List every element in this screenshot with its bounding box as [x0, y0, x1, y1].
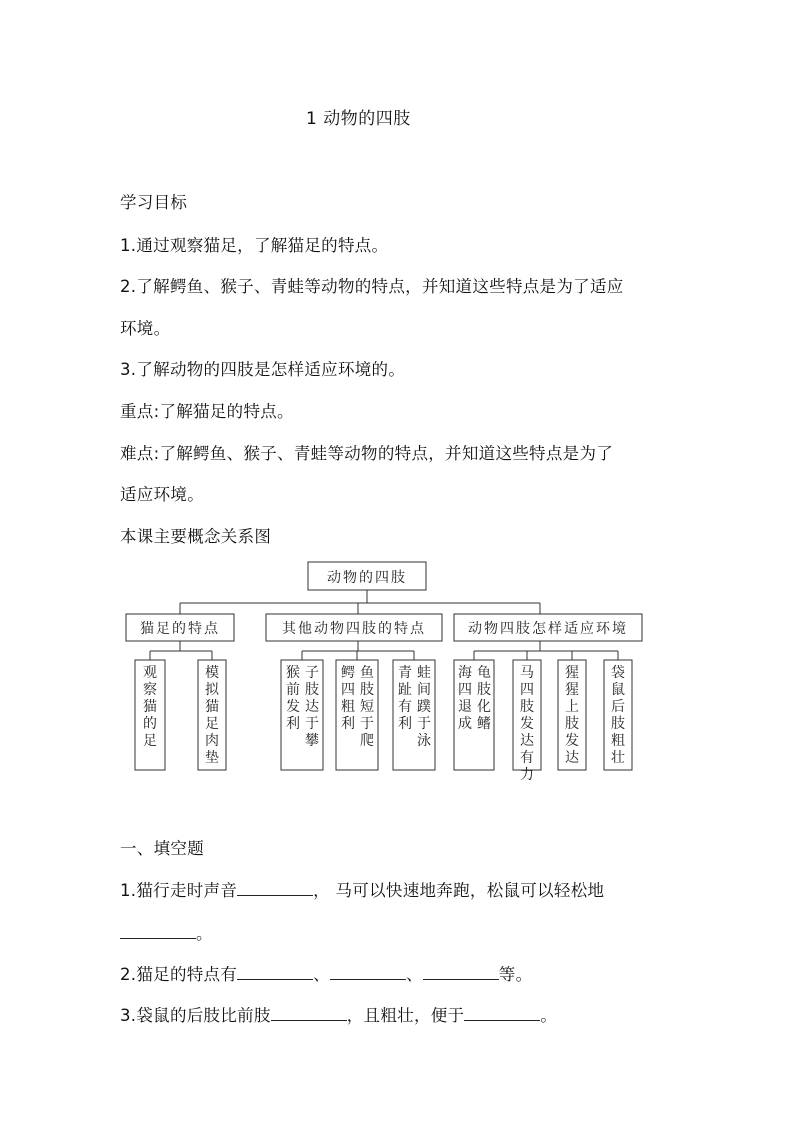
question-1-line-1 — [120, 877, 604, 901]
question-2 — [120, 961, 532, 985]
leaf-label-6b: 龟肢化鳍 — [477, 665, 491, 732]
question-2-text-a: 2.猫足的特点有 — [120, 965, 238, 984]
question-1-line-2 — [120, 920, 213, 944]
question-3-text-c: 。 — [540, 1006, 558, 1025]
leaf-label-1: 观察猫的足 — [143, 665, 157, 749]
leaf-label-5a: 青趾有利 — [398, 665, 412, 732]
question-2-sep-2: 、 — [405, 965, 423, 984]
answer-blank-6[interactable] — [271, 1004, 347, 1021]
question-1-text-c: 。 — [196, 924, 213, 943]
leaf-label-2: 模拟猫足肉垫 — [205, 665, 219, 766]
leaf-label-9: 袋鼠后肢粗壮 — [611, 665, 625, 766]
answer-blank-3[interactable] — [237, 963, 313, 980]
question-2-text-b: 等。 — [498, 965, 533, 984]
page-title: 1 动物的四肢 — [306, 109, 411, 129]
root-label: 动物的四肢 — [327, 570, 407, 586]
leaf-label-6a: 海四退成 — [458, 665, 472, 732]
leaf-label-3b: 子肢达于攀 — [305, 665, 319, 749]
concept-map-heading: 本课主要概念关系图 — [120, 527, 272, 546]
question-2-sep-1: 、 — [313, 965, 330, 984]
leaf-label-5b: 蛙间蹼于泳 — [417, 665, 431, 749]
question-3-text-b: ，且粗壮，便于 — [346, 1006, 465, 1025]
objectives-heading: 学习目标 — [120, 193, 188, 212]
question-1-text-b: ， 马可以快速地奔跑，松鼠可以轻松地 — [313, 881, 605, 900]
answer-blank-5[interactable] — [423, 963, 499, 980]
answer-blank-1[interactable] — [237, 879, 313, 896]
leaf-label-7: 马四肢发达有力 — [520, 665, 534, 783]
leaf-label-3a: 猴前发利 — [286, 665, 300, 732]
leaf-label-4a: 鳄四粗利 — [341, 665, 355, 732]
answer-blank-4[interactable] — [330, 963, 406, 980]
answer-blank-7[interactable] — [464, 1004, 540, 1021]
question-1-text-a: 1.猫行走时声音 — [120, 881, 238, 900]
leaf-label-8: 猩猩上肢发达 — [565, 665, 579, 766]
objective-3: 3.了解动物的四肢是怎样适应环境的。 — [120, 360, 406, 379]
branch-label-2: 其他动物四肢的特点 — [282, 621, 426, 637]
question-3-text-a: 3.袋鼠的后肢比前肢 — [120, 1006, 271, 1025]
exercises-heading: 一、填空题 — [120, 839, 204, 858]
leaf-labels — [143, 664, 625, 783]
branch-label-3: 动物四肢怎样适应环境 — [468, 621, 628, 637]
leaf-label-4b: 鱼肢短于爬 — [360, 665, 374, 749]
question-3 — [120, 1002, 557, 1026]
difficulty-line-1: 难点:了解鳄鱼、猴子、青蛙等动物的特点，并知道这些特点是为了 — [120, 444, 614, 463]
objective-1: 1.通过观察猫足，了解猫足的特点。 — [120, 236, 389, 255]
objective-2-line-2: 环境。 — [120, 319, 171, 338]
answer-blank-2[interactable] — [120, 922, 196, 939]
difficulty-line-2: 适应环境。 — [120, 485, 204, 504]
branch-label-1: 猫足的特点 — [140, 621, 220, 637]
objective-2-line-1: 2.了解鳄鱼、猴子、青蛙等动物的特点，并知道这些特点是为了适应 — [120, 277, 624, 296]
key-point: 重点:了解猫足的特点。 — [120, 402, 294, 421]
